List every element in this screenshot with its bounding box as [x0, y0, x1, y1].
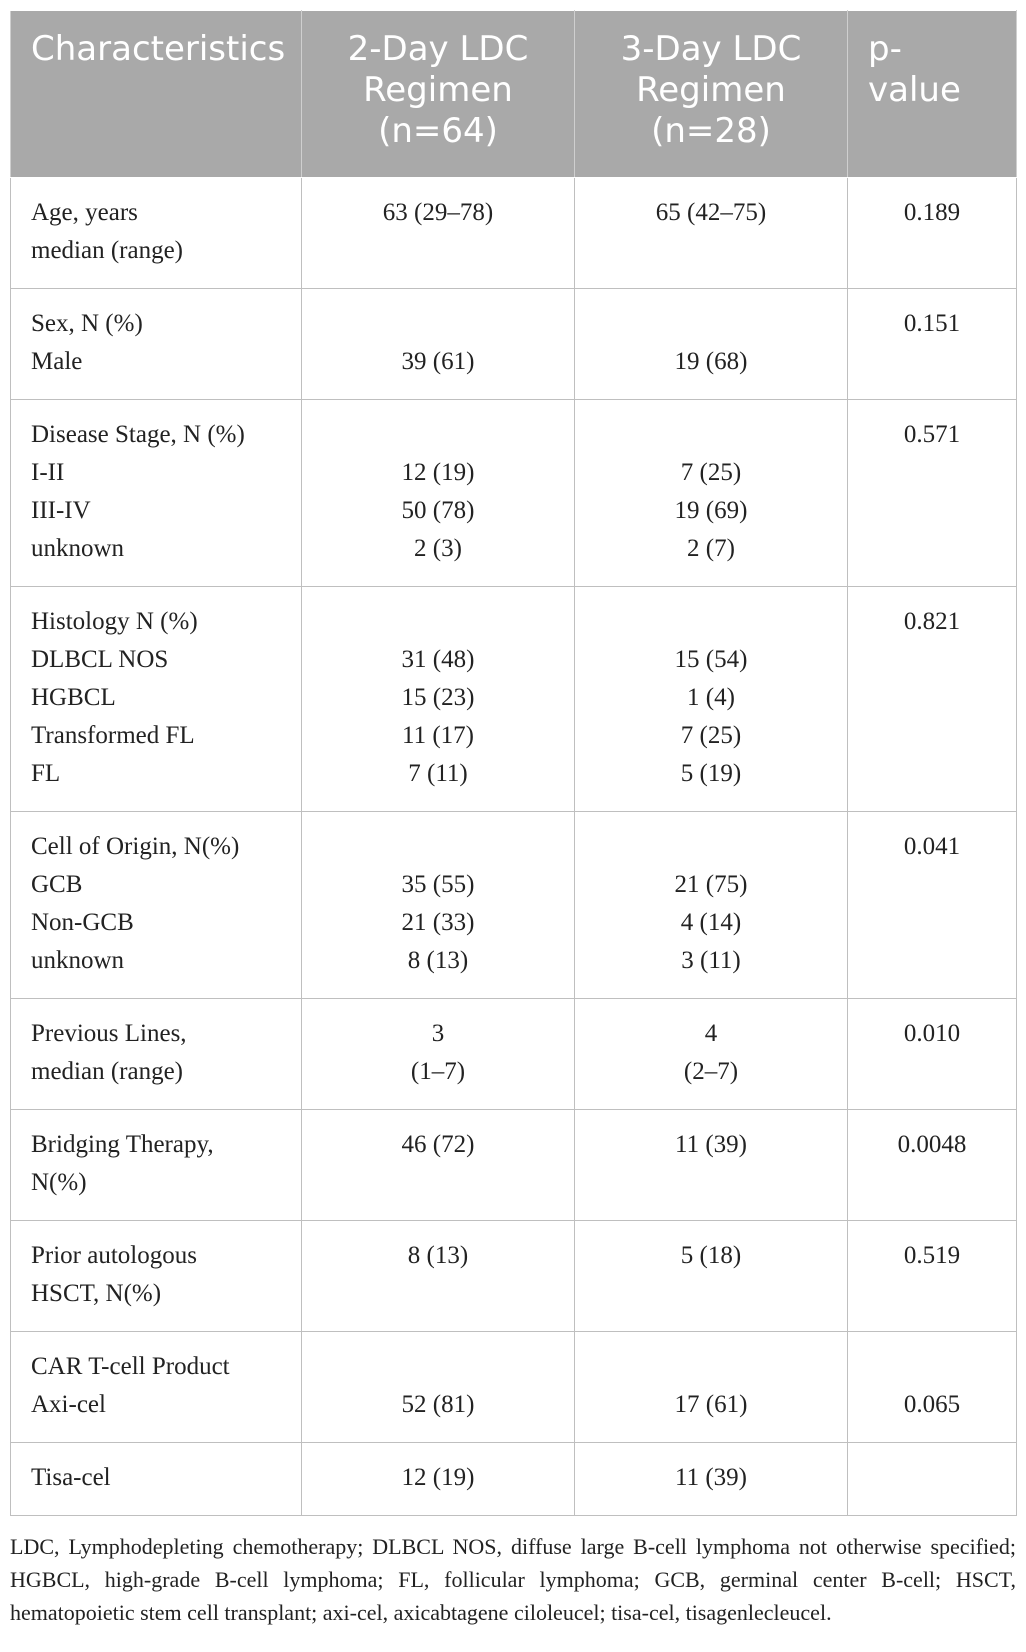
cell-2day-value — [302, 587, 575, 812]
table-row — [11, 1443, 1017, 1516]
cell-3day-value-line: 19 (68) — [674, 348, 748, 375]
cell-2day-value — [302, 999, 575, 1110]
cell-2day-value-line: 11 (17) — [402, 722, 474, 749]
cell-characteristic-line: Male — [31, 348, 83, 375]
cell-characteristic — [11, 400, 302, 587]
header-characteristics — [11, 11, 302, 178]
cell-characteristic-line: unknown — [31, 535, 125, 562]
cell-characteristic-line: Sex, N (%) — [31, 310, 143, 337]
cell-3day-value-line — [585, 1348, 837, 1386]
cell-3day-value-line: 5 (18) — [680, 1242, 742, 1269]
header-2day-line: Regimen — [363, 70, 513, 110]
cell-characteristic — [11, 1443, 302, 1516]
cell-p-value-line: 0.189 — [903, 199, 961, 226]
cell-3day-value — [575, 1443, 848, 1516]
cell-2day-value-line — [312, 305, 564, 343]
cell-characteristic — [11, 178, 302, 289]
header-2day-regimen — [302, 11, 575, 178]
cell-3day-value — [575, 289, 848, 400]
cell-p-value-line: 0.519 — [903, 1242, 961, 1269]
cell-2day-value-line: 8 (13) — [407, 947, 469, 974]
cell-p-value — [848, 1332, 1017, 1443]
cell-2day-value-line: 31 (48) — [401, 646, 475, 673]
header-3day-line: 3-Day LDC — [620, 29, 802, 69]
cell-2day-value — [302, 400, 575, 587]
cell-3day-value-line: 19 (69) — [674, 497, 748, 524]
header-p-value — [848, 11, 1017, 178]
table-container — [10, 10, 1016, 1629]
cell-characteristic — [11, 587, 302, 812]
cell-characteristic-line: CAR T-cell Product — [31, 1353, 230, 1380]
cell-2day-value-line: 15 (23) — [401, 684, 475, 711]
cell-characteristic-line: Cell of Origin, N(%) — [31, 833, 240, 860]
cell-characteristic-line: FL — [31, 760, 61, 787]
cell-characteristic-line: Disease Stage, N (%) — [31, 421, 245, 448]
cell-3day-value — [575, 178, 848, 289]
cell-3day-value-line — [585, 828, 837, 866]
header-3day-line: (n=28) — [651, 111, 771, 151]
cell-3day-value-line — [585, 416, 837, 454]
cell-characteristic-line: Axi-cel — [31, 1391, 106, 1418]
cell-2day-value — [302, 1221, 575, 1332]
cell-characteristic-line: Bridging Therapy, — [31, 1131, 214, 1158]
cell-characteristic-line: HSCT, N(%) — [31, 1280, 162, 1307]
cell-2day-value-line — [312, 1348, 564, 1386]
cell-characteristic-line: Tisa-cel — [31, 1464, 111, 1491]
cell-characteristic-line: Non-GCB — [31, 909, 134, 936]
cell-characteristic-line: Transformed FL — [31, 722, 195, 749]
cell-3day-value — [575, 1110, 848, 1221]
cell-characteristic — [11, 1110, 302, 1221]
cell-characteristic-line: unknown — [31, 947, 125, 974]
cell-p-value — [848, 587, 1017, 812]
cell-2day-value-line — [312, 603, 564, 641]
cell-3day-value — [575, 400, 848, 587]
cell-3day-value-line: 3 (11) — [681, 947, 741, 974]
cell-2day-value — [302, 289, 575, 400]
cell-characteristic — [11, 1332, 302, 1443]
table-row — [11, 1221, 1017, 1332]
table-row — [11, 587, 1017, 812]
cell-2day-value-line: 2 (3) — [414, 535, 462, 562]
cell-3day-value-line: 5 (19) — [680, 760, 742, 787]
cell-p-value — [848, 178, 1017, 289]
table-row — [11, 812, 1017, 999]
cell-characteristic — [11, 812, 302, 999]
cell-2day-value-line: 35 (55) — [401, 871, 475, 898]
cell-2day-value-line: 39 (61) — [401, 348, 475, 375]
cell-3day-value — [575, 812, 848, 999]
cell-2day-value-line — [312, 828, 564, 866]
header-3day-line: Regimen — [636, 70, 786, 110]
cell-p-value — [848, 289, 1017, 400]
cell-characteristic-line: III-IV — [31, 497, 91, 524]
cell-p-value — [848, 1221, 1017, 1332]
cell-characteristic — [11, 1221, 302, 1332]
header-3day-regimen — [575, 11, 848, 178]
cell-2day-value-line: 12 (19) — [401, 1464, 475, 1491]
cell-3day-value — [575, 1332, 848, 1443]
cell-3day-value-line: 4 — [704, 1020, 718, 1047]
cell-3day-value-line: 2 (7) — [687, 535, 735, 562]
cell-3day-value-line: 15 (54) — [674, 646, 748, 673]
table-row — [11, 999, 1017, 1110]
cell-p-value — [848, 1110, 1017, 1221]
cell-3day-value-line: 21 (75) — [674, 871, 748, 898]
cell-characteristic-line: Age, years — [31, 199, 138, 226]
cell-3day-value-line — [585, 603, 837, 641]
cell-3day-value-line: (2–7) — [683, 1058, 739, 1085]
cell-p-value-line: 0.010 — [903, 1020, 961, 1047]
cell-3day-value-line: 1 (4) — [687, 684, 735, 711]
cell-p-value-line — [858, 1348, 1006, 1386]
cell-3day-value-line: 65 (42–75) — [655, 199, 767, 226]
cell-2day-value-line: 8 (13) — [407, 1242, 469, 1269]
cell-2day-value-line: 3 — [431, 1020, 445, 1047]
cell-p-value-line: 0.065 — [903, 1391, 961, 1418]
cell-p-value-line: 0.0048 — [897, 1131, 967, 1158]
cell-3day-value — [575, 587, 848, 812]
cell-characteristic-line: N(%) — [31, 1169, 87, 1196]
cell-p-value — [848, 400, 1017, 587]
cell-characteristic-line: GCB — [31, 871, 83, 898]
table-row — [11, 289, 1017, 400]
cell-characteristic-line: HGBCL — [31, 684, 116, 711]
cell-2day-value — [302, 812, 575, 999]
cell-characteristic — [11, 289, 302, 400]
table-body — [11, 178, 1017, 1516]
header-row — [11, 11, 1017, 178]
cell-3day-value-line: 17 (61) — [674, 1391, 748, 1418]
cell-2day-value-line — [312, 416, 564, 454]
header-2day-line: 2-Day LDC — [347, 29, 529, 69]
header-characteristics-label: Characteristics — [31, 29, 286, 69]
cell-2day-value-line: 50 (78) — [401, 497, 475, 524]
cell-3day-value-line: 4 (14) — [680, 909, 742, 936]
header-2day-line: (n=64) — [378, 111, 498, 151]
cell-3day-value-line: 11 (39) — [675, 1464, 747, 1491]
cell-2day-value-line: (1–7) — [410, 1058, 466, 1085]
table-header — [11, 11, 1017, 178]
cell-characteristic-line: Histology N (%) — [31, 608, 198, 635]
cell-3day-value — [575, 1221, 848, 1332]
table-row — [11, 400, 1017, 587]
cell-2day-value-line: 7 (11) — [408, 760, 468, 787]
cell-2day-value — [302, 1443, 575, 1516]
cell-p-value-line — [858, 1459, 1006, 1497]
cell-2day-value — [302, 1110, 575, 1221]
cell-3day-value-line: 11 (39) — [675, 1131, 747, 1158]
cell-characteristic-line: Previous Lines, — [31, 1020, 187, 1047]
header-p-value-line: value — [868, 70, 961, 110]
cell-2day-value — [302, 1332, 575, 1443]
cell-characteristic-line: Prior autologous — [31, 1242, 197, 1269]
cell-p-value — [848, 1443, 1017, 1516]
cell-3day-value — [575, 999, 848, 1110]
cell-2day-value-line: 12 (19) — [401, 459, 475, 486]
table-row — [11, 178, 1017, 289]
table-footnote: LDC, Lymphodepleting chemotherapy; DLBCL NOS, diffuse large B-cell lymphoma not otherwise specified; HGBCL, high-grade B-cell lymphoma; FL, follicular lymphoma; GCB, germinal center B-cell; HSCT, hematopoietic stem cell transplant; axi-cel, axicabtagene ciloleucel; tisa-cel, tisagenlecleucel. — [10, 1534, 1016, 1625]
cell-p-value-line: 0.821 — [903, 608, 961, 635]
cell-p-value-line: 0.041 — [903, 833, 961, 860]
cell-characteristic-line: DLBCL NOS — [31, 646, 169, 673]
cell-3day-value-line: 7 (25) — [680, 722, 742, 749]
cell-characteristic-line: median (range) — [31, 1058, 184, 1085]
table-row — [11, 1332, 1017, 1443]
cell-3day-value-line — [585, 305, 837, 343]
characteristics-table — [10, 10, 1017, 1516]
table-row — [11, 1110, 1017, 1221]
cell-2day-value-line: 21 (33) — [401, 909, 475, 936]
header-p-value-line: p- — [868, 29, 902, 69]
cell-2day-value-line: 63 (29–78) — [382, 199, 494, 226]
cell-characteristic — [11, 999, 302, 1110]
cell-characteristic-line: I-II — [31, 459, 65, 486]
cell-2day-value-line: 52 (81) — [401, 1391, 475, 1418]
cell-p-value — [848, 812, 1017, 999]
cell-p-value — [848, 999, 1017, 1110]
cell-p-value-line: 0.151 — [903, 310, 961, 337]
cell-2day-value — [302, 178, 575, 289]
cell-characteristic-line: median (range) — [31, 237, 184, 264]
cell-2day-value-line: 46 (72) — [401, 1131, 475, 1158]
cell-p-value-line: 0.571 — [903, 421, 961, 448]
cell-3day-value-line: 7 (25) — [680, 459, 742, 486]
